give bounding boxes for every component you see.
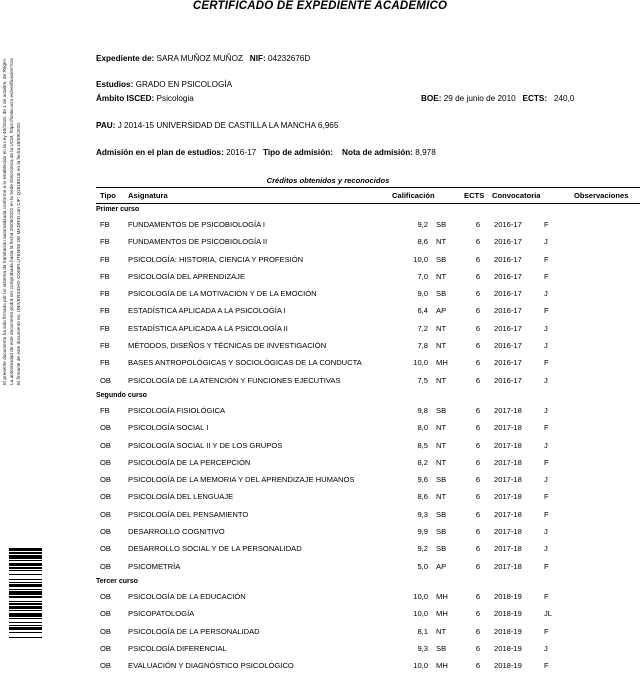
cell-convocatoria: 2017-18: [494, 561, 522, 571]
table-row: [96, 589, 640, 606]
cell-ects: 6: [475, 457, 481, 467]
cell-ects: 6: [475, 609, 481, 619]
table-caption: Créditos obtenidos y reconocidos: [266, 176, 390, 185]
cell-calificacion-numero: 8,6: [417, 492, 428, 502]
cell-calificacion-letra: NT: [436, 440, 447, 450]
cell-calificacion-letra: SB: [436, 475, 447, 485]
cell-calificacion-letra: MH: [436, 358, 448, 368]
cell-ects: 6: [475, 375, 481, 385]
cell-tipo: FB: [100, 289, 110, 299]
table-row: [96, 559, 640, 576]
table-row: [96, 658, 640, 675]
cell-calificacion-letra: NT: [436, 323, 447, 333]
cell-observaciones: J: [544, 475, 548, 485]
cell-calificacion-numero: 9,2: [417, 544, 428, 554]
cell-tipo: OB: [100, 457, 111, 467]
expediente-row: [96, 52, 626, 66]
cell-asignatura: PSICOLOGÍA SOCIAL I: [128, 423, 209, 433]
cell-convocatoria: 2018-19: [494, 626, 522, 636]
cell-asignatura: PSICOLOGÍA DIFERENCIAL: [128, 643, 227, 653]
cell-calificacion-letra: SB: [436, 405, 447, 415]
cell-tipo: OB: [100, 440, 111, 450]
cell-asignatura: PSICOMETRÍA: [128, 561, 181, 571]
cell-calificacion-letra: NT: [436, 341, 447, 351]
cell-calificacion-numero: 5,0: [417, 561, 428, 571]
cell-ects: 6: [475, 254, 481, 264]
cell-calificacion-letra: MH: [436, 661, 448, 671]
cell-ects: 6: [475, 661, 481, 671]
cell-asignatura: PSICOLOGÍA DE LA MOTIVACIÓN Y DE LA EMOCIÓN: [128, 289, 317, 299]
cell-calificacion-numero: 7,0: [417, 271, 428, 281]
cell-calificacion-letra: SB: [436, 643, 447, 653]
cell-asignatura: PSICOLOGÍA DE LA PERSONALIDAD: [128, 626, 260, 636]
cell-convocatoria: 2016-17: [494, 254, 522, 264]
nif-label: NIF:: [249, 54, 266, 63]
cell-tipo: OB: [100, 527, 111, 537]
table-row: [96, 269, 640, 286]
cell-convocatoria: 2016-17: [494, 341, 522, 351]
cell-observaciones: JL: [544, 609, 553, 619]
cell-asignatura: PSICOPATOLOGÍA: [128, 609, 195, 619]
cell-tipo: FB: [100, 341, 110, 351]
cell-calificacion-numero: 8,0: [417, 423, 428, 433]
ects-total-value: 240,0: [553, 94, 575, 103]
cell-asignatura: PSICOLOGÍA DE LA EDUCACIÓN: [128, 591, 246, 601]
cell-ects: 6: [475, 475, 481, 485]
table-row: [96, 355, 640, 372]
cell-tipo: FB: [100, 323, 110, 333]
cell-convocatoria: 2016-17: [494, 375, 522, 385]
cell-calificacion-letra: NT: [436, 271, 447, 281]
cell-convocatoria: 2017-18: [494, 423, 522, 433]
cell-asignatura: PSICOLOGÍA SOCIAL II Y DE LOS GRUPOS: [128, 440, 283, 450]
cell-calificacion-numero: 9,6: [417, 475, 428, 485]
cell-convocatoria: 2017-18: [494, 527, 522, 537]
cell-ects: 6: [475, 626, 481, 636]
cell-calificacion-numero: 9,3: [417, 643, 428, 653]
cell-observaciones: F: [544, 661, 549, 671]
cell-convocatoria: 2017-18: [494, 492, 522, 502]
student-metadata: [96, 52, 626, 160]
cell-asignatura: DESARROLLO COGNITIVO: [128, 527, 225, 537]
cell-ects: 6: [475, 358, 481, 368]
table-row: [96, 234, 640, 251]
cell-observaciones: J: [544, 405, 548, 415]
cell-observaciones: J: [544, 643, 548, 653]
table-row: [96, 303, 640, 320]
cell-calificacion-letra: SB: [436, 509, 447, 519]
cell-convocatoria: 2016-17: [494, 289, 522, 299]
cell-calificacion-numero: 7,2: [417, 323, 428, 333]
cell-calificacion-letra: NT: [436, 423, 447, 433]
column-header-tipo: Tipo: [100, 191, 116, 200]
cell-convocatoria: 2017-18: [494, 475, 522, 485]
cell-observaciones: F: [544, 561, 549, 571]
cell-asignatura: PSICOLOGÍA: HISTORIA, CIENCIA Y PROFESIÓN: [128, 254, 304, 264]
cell-ects: 6: [475, 643, 481, 653]
cell-ects: 6: [475, 306, 481, 316]
cell-observaciones: F: [544, 254, 549, 264]
boe-value: 29 de junio de 2010: [443, 94, 516, 103]
pau-row: [96, 119, 626, 133]
table-row: [96, 624, 640, 641]
column-header-asignatura: Asignatura: [128, 191, 168, 200]
cell-asignatura: ESTADÍSTICA APLICADA A LA PSICOLOGÍA I: [128, 306, 286, 316]
cell-asignatura: FUNDAMENTOS DE PSICOBIOLOGÍA II: [128, 237, 268, 247]
cell-observaciones: F: [544, 423, 549, 433]
estudios-label: Estudios:: [96, 80, 134, 89]
cell-calificacion-numero: 6,4: [417, 306, 428, 316]
column-header-calificacion: Calificación: [392, 191, 435, 200]
cell-calificacion-numero: 8,6: [417, 237, 428, 247]
cell-observaciones: F: [544, 591, 549, 601]
cell-asignatura: EVALUACIÓN Y DIAGNÓSTICO PSICOLÓGICO: [128, 661, 294, 671]
cell-calificacion-letra: SB: [436, 220, 447, 229]
ects-total-label: ECTS:: [522, 94, 548, 103]
ambito-row: [96, 92, 626, 106]
cell-convocatoria: 2018-19: [494, 661, 522, 671]
course-section-label: Segundo curso: [96, 391, 147, 399]
cell-convocatoria: 2018-19: [494, 643, 522, 653]
cell-calificacion-letra: AP: [436, 306, 447, 316]
cell-calificacion-numero: 10,0: [413, 609, 428, 619]
cell-calificacion-numero: 9,8: [417, 405, 428, 415]
cell-ects: 6: [475, 591, 481, 601]
cell-calificacion-numero: 9,0: [417, 289, 428, 299]
cell-convocatoria: 2017-18: [494, 509, 522, 519]
course-section-label: Tercer curso: [96, 577, 138, 585]
cell-calificacion-numero: 9,9: [417, 527, 428, 537]
table-row: [96, 507, 640, 524]
cell-convocatoria: 2016-17: [494, 358, 522, 368]
table-body: [96, 204, 640, 675]
cell-convocatoria: 2018-19: [494, 591, 522, 601]
ambito-label: Ámbito ISCED:: [96, 94, 155, 103]
cell-convocatoria: 2017-18: [494, 544, 522, 554]
ambito-value: Psicologia: [156, 94, 194, 103]
cell-ects: 6: [475, 323, 481, 333]
cell-calificacion-letra: SB: [436, 544, 447, 554]
cell-convocatoria: 2016-17: [494, 271, 522, 281]
cell-calificacion-letra: SB: [436, 289, 447, 299]
table-row: [96, 438, 640, 455]
cell-tipo: OB: [100, 609, 111, 619]
cell-convocatoria: 2016-17: [494, 220, 522, 229]
cell-observaciones: J: [544, 289, 548, 299]
cell-convocatoria: 2017-18: [494, 405, 522, 415]
column-header-ects: ECTS: [464, 191, 485, 200]
course-section-header: [96, 576, 640, 589]
cell-calificacion-numero: 8,2: [417, 457, 428, 467]
cell-observaciones: F: [544, 220, 549, 229]
table-row: [96, 541, 640, 558]
cell-asignatura: ESTADÍSTICA APLICADA A LA PSICOLOGÍA II: [128, 323, 288, 333]
credits-table: [96, 176, 640, 675]
admision-row: [96, 146, 626, 160]
cell-calificacion-numero: 9,3: [417, 509, 428, 519]
cell-calificacion-numero: 10,0: [413, 254, 428, 264]
cell-calificacion-letra: AP: [436, 561, 447, 571]
cell-calificacion-letra: MH: [436, 591, 448, 601]
cell-asignatura: PSICOLOGÍA DE LA ATENCIÓN Y FUNCIONES EJECUTIVAS: [128, 375, 341, 385]
cell-calificacion-numero: 8,1: [417, 626, 428, 636]
cell-observaciones: F: [544, 626, 549, 636]
cell-calificacion-numero: 10,0: [413, 591, 428, 601]
cell-observaciones: F: [544, 457, 549, 467]
column-header-convocatoria: Convocatoria: [492, 191, 541, 200]
cell-convocatoria: 2016-17: [494, 306, 522, 316]
cell-tipo: OB: [100, 492, 111, 502]
signature-line-1: El presente documento ha sido firmado por un sistema de tramitación automatizada conforme a lo establecido en la Ley 40/2015, de 1 de octubre, de Régim: [2, 59, 7, 385]
cell-calificacion-numero: 9,2: [417, 220, 428, 229]
cell-observaciones: J: [544, 440, 548, 450]
cell-calificacion-letra: SB: [436, 254, 447, 264]
cell-observaciones: F: [544, 358, 549, 368]
cell-asignatura: FUNDAMENTOS DE PSICOBIOLOGÍA I: [128, 220, 265, 229]
cell-tipo: OB: [100, 509, 111, 519]
cell-ects: 6: [475, 341, 481, 351]
pau-value: J 2014-15 UNIVERSIDAD DE CASTILLA LA MANCHA 6,965: [117, 121, 339, 130]
expediente-label: Expediente de:: [96, 54, 155, 63]
cell-calificacion-letra: NT: [436, 626, 447, 636]
cell-tipo: OB: [100, 544, 111, 554]
cell-tipo: FB: [100, 271, 110, 281]
cell-ects: 6: [475, 405, 481, 415]
cell-observaciones: J: [544, 375, 548, 385]
cell-tipo: OB: [100, 626, 111, 636]
cell-observaciones: J: [544, 341, 548, 351]
cell-asignatura: DESARROLLO SOCIAL Y DE LA PERSONALIDAD: [128, 544, 302, 554]
cell-ects: 6: [475, 237, 481, 247]
cell-ects: 6: [475, 271, 481, 281]
cell-ects: 6: [475, 423, 481, 433]
cell-observaciones: F: [544, 509, 549, 519]
signature-line-3: El firmante de este documento es: UNIVERSIDAD COMPLUTENSE DE MADRID con CIF: Q2818014I en la fecha 28/09/2020.: [16, 121, 22, 385]
table-row: [96, 489, 640, 506]
cell-tipo: OB: [100, 423, 111, 433]
table-row: [96, 252, 640, 269]
cell-tipo: FB: [100, 254, 110, 264]
cell-convocatoria: 2018-19: [494, 609, 522, 619]
cell-calificacion-numero: 7,5: [417, 375, 428, 385]
cell-calificacion-letra: NT: [436, 457, 447, 467]
cell-asignatura: PSICOLOGÍA DEL PENSAMIENTO: [128, 509, 249, 519]
table-row: [96, 338, 640, 355]
cell-tipo: OB: [100, 591, 111, 601]
cell-observaciones: F: [544, 306, 549, 316]
table-row: [96, 403, 640, 420]
boe-label: BOE:: [421, 94, 442, 103]
cell-convocatoria: 2017-18: [494, 457, 522, 467]
nif-value: 04232676D: [268, 54, 311, 63]
nota-admision-value: 8,978: [415, 148, 436, 157]
cell-calificacion-numero: 8,5: [417, 440, 428, 450]
table-header-row: [96, 188, 640, 203]
page-title: CERTIFICADO DE EXPEDIENTE ACADÉMICO: [192, 0, 448, 12]
estudios-value: GRADO EN PSICOLOGÍA: [135, 80, 233, 89]
table-row: [96, 455, 640, 472]
cell-tipo: FB: [100, 405, 110, 415]
cell-observaciones: J: [544, 527, 548, 537]
table-row: [96, 373, 640, 390]
cell-asignatura: BASES ANTROPOLÓGICAS Y SOCIOLÓGICAS DE LA CONDUCTA: [128, 358, 362, 368]
cell-asignatura: PSICOLOGÍA DEL LENGUAJE: [128, 492, 234, 502]
table-row: [96, 472, 640, 489]
cell-tipo: OB: [100, 643, 111, 653]
estudios-row: [96, 78, 626, 92]
course-section-header: [96, 204, 640, 217]
cell-ects: 6: [475, 509, 481, 519]
cell-calificacion-letra: NT: [436, 492, 447, 502]
tipo-admision-label: Tipo de admisión:: [263, 148, 333, 157]
cell-ects: 6: [475, 527, 481, 537]
cell-convocatoria: 2017-18: [494, 440, 522, 450]
cell-tipo: OB: [100, 561, 111, 571]
cell-calificacion-numero: 10,0: [413, 358, 428, 368]
cell-observaciones: F: [544, 492, 549, 502]
cell-convocatoria: 2016-17: [494, 237, 522, 247]
cell-ects: 6: [475, 289, 481, 299]
cell-tipo: FB: [100, 358, 110, 368]
cell-ects: 6: [475, 561, 481, 571]
cell-calificacion-letra: MH: [436, 609, 448, 619]
cell-tipo: FB: [100, 237, 110, 247]
cell-ects: 6: [475, 220, 481, 229]
nota-admision-label: Nota de admisión:: [342, 148, 413, 157]
cell-tipo: OB: [100, 375, 111, 385]
cell-ects: 6: [475, 544, 481, 554]
admision-plan-label: Admisión en el plan de estudios:: [96, 148, 224, 157]
signature-line-2: La autenticidad de este documento podrá ser comprobada hasta la fecha 28/09/2022 en la Sede Electrónica de la UCM, https://sede.ucm.es/verificacion?csv: [9, 57, 15, 385]
table-row: [96, 524, 640, 541]
cell-observaciones: J: [544, 237, 548, 247]
table-row: [96, 286, 640, 303]
cell-tipo: OB: [100, 661, 111, 671]
pau-label: PAU:: [96, 121, 116, 130]
table-row: [96, 321, 640, 338]
table-row: [96, 217, 640, 234]
cell-tipo: FB: [100, 220, 110, 229]
course-section-header: [96, 390, 640, 403]
cell-ects: 6: [475, 492, 481, 502]
cell-tipo: OB: [100, 475, 111, 485]
cell-convocatoria: 2016-17: [494, 323, 522, 333]
course-section-label: Primer curso: [96, 206, 140, 213]
cell-asignatura: MÉTODOS, DISEÑOS Y TÉCNICAS DE INVESTIGACIÓN: [128, 341, 327, 351]
cell-calificacion-letra: NT: [436, 237, 447, 247]
column-header-observaciones: Observaciones: [574, 191, 629, 200]
expediente-value: SARA MUÑOZ MUÑOZ: [156, 54, 243, 63]
cell-asignatura: PSICOLOGÍA DE LA MEMORIA Y DEL APRENDIZAJE HUMANOS: [128, 475, 355, 485]
table-row: [96, 420, 640, 437]
cell-calificacion-numero: 7,8: [417, 341, 428, 351]
cell-observaciones: F: [544, 271, 549, 281]
table-row: [96, 606, 640, 623]
cell-calificacion-letra: SB: [436, 527, 447, 537]
cell-observaciones: J: [544, 323, 548, 333]
table-row: [96, 641, 640, 658]
cell-tipo: FB: [100, 306, 110, 316]
cell-asignatura: PSICOLOGÍA FISIOLÓGICA: [128, 405, 226, 415]
cell-observaciones: J: [544, 544, 548, 554]
boe-ects-group: [421, 92, 574, 106]
admision-plan-value: 2016-17: [226, 148, 257, 157]
cell-calificacion-numero: 10,0: [413, 661, 428, 671]
cell-calificacion-letra: NT: [436, 375, 447, 385]
cell-asignatura: PSICOLOGÍA DE LA PERCEPCIÓN: [128, 457, 251, 467]
cell-asignatura: PSICOLOGÍA DEL APRENDIZAJE: [128, 271, 246, 281]
cell-ects: 6: [475, 440, 481, 450]
